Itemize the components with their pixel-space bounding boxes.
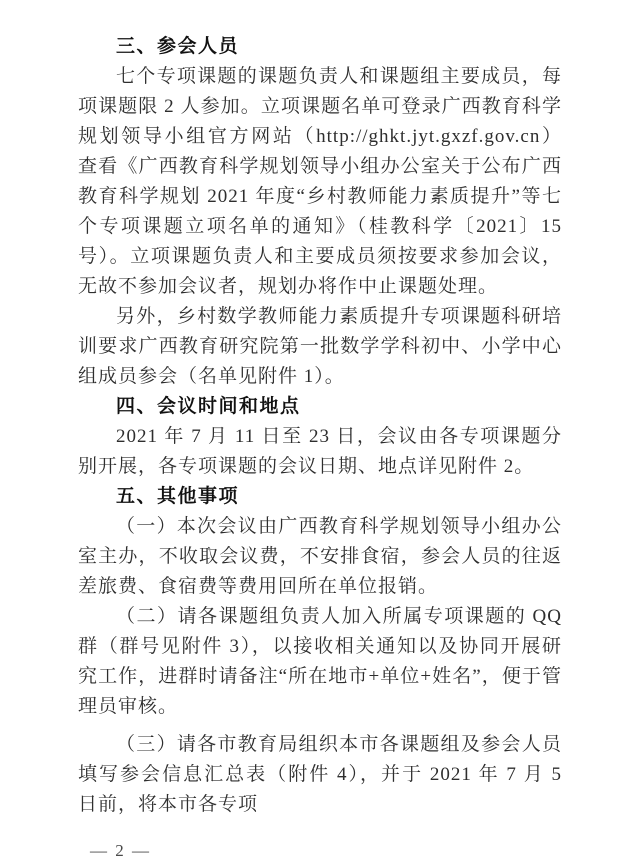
section-heading-participants: 三、参会人员 bbox=[116, 36, 240, 57]
document-body bbox=[78, 32, 562, 866]
section-heading-other-matters: 五、其他事项 bbox=[116, 486, 240, 507]
paragraph-time-place: 2021 年 7 月 11 日至 23 日，会议由各专项课题分别开展，各专项课题的会议日期、地点详见附件 2。 bbox=[78, 426, 562, 477]
paragraph-other-matters-1: （一）本次会议由广西教育科学规划领导小组办公室主办，不收取会议费，不安排食宿，参会人员的往返差旅费、食宿费等费用回所在单位报销。 bbox=[78, 516, 562, 597]
section-heading-time-place: 四、会议时间和地点 bbox=[116, 396, 301, 417]
paragraph-participants-1: 七个专项课题的课题负责人和课题组主要成员，每项课题限 2 人参加。立项课题名单可登录广西教育科学规划领导小组官方网站（http://ghkt.jyt.gxzf.gov.cn）查看《广西教育科学规划领导小组办公室关于公布广西教育科学规划 2021 年度“乡村教师能力素质提升”等七个专项课题立项名单的通知》（桂教科学〔2021〕15 号）。立项课题负责人和主要成员须按要求参加会议，无故不参加会议者，规划办将作中止课题处理。 bbox=[78, 66, 562, 297]
paragraph-other-matters-3: （三）请各市教育局组织本市各课题组及参会人员填写参会信息汇总表（附件 4），并于 2021 年 7 月 5 日前，将本市各专项 bbox=[78, 734, 562, 815]
page-number: — 2 — bbox=[90, 841, 151, 860]
paragraph-other-matters-2: （二）请各课题组负责人加入所属专项课题的 QQ 群（群号见附件 3），以接收相关通知以及协同开展研究工作，进群时请备注“所在地市+单位+姓名”，便于管理员审核。 bbox=[78, 606, 562, 717]
paragraph-participants-2: 另外，乡村数学教师能力素质提升专项课题科研培训要求广西教育研究院第一批数学学科初中、小学中心组成员参会（名单见附件 1）。 bbox=[78, 306, 562, 387]
